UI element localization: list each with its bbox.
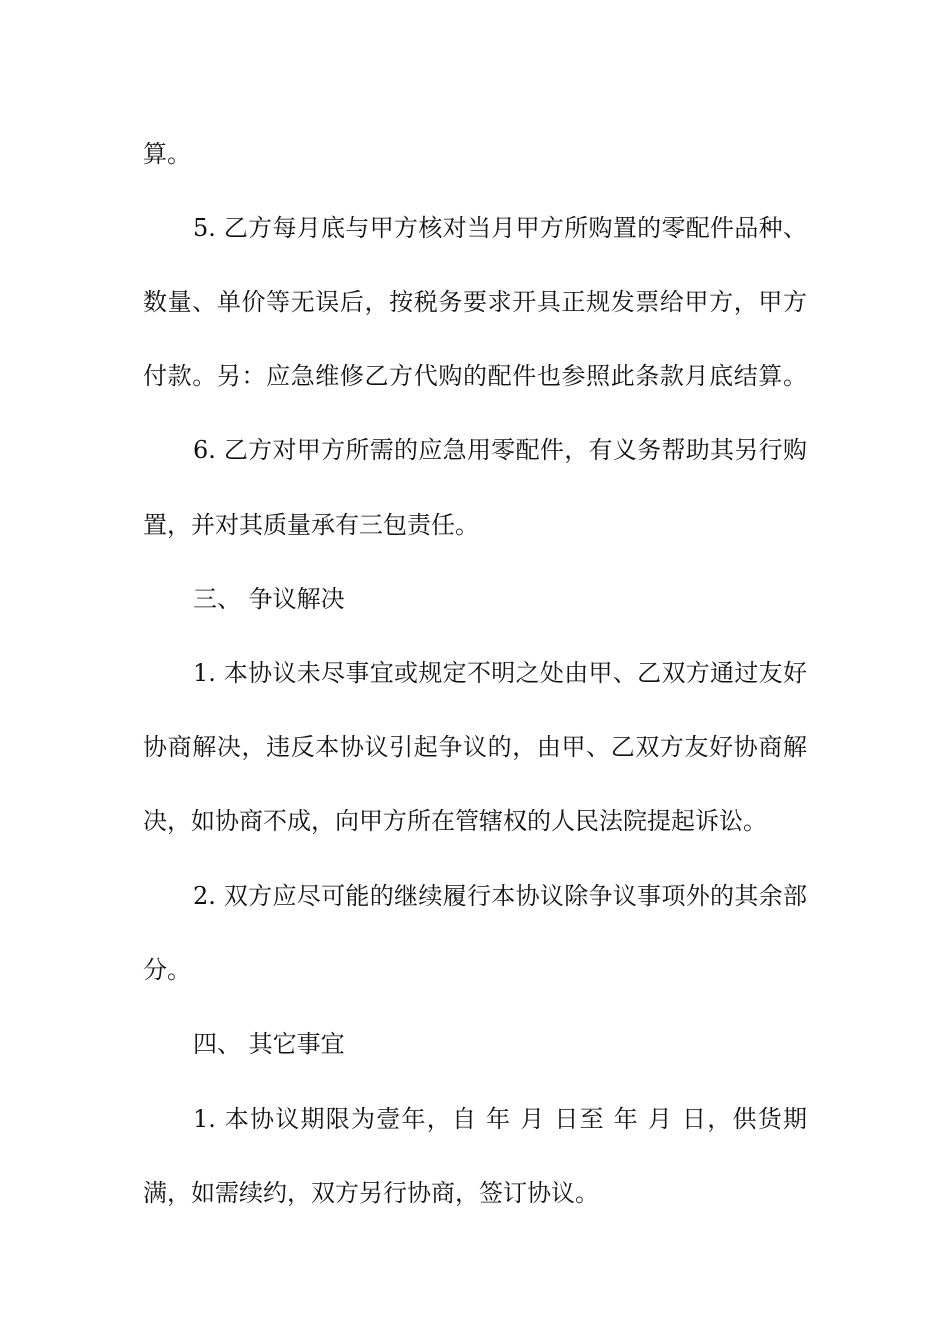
dispute-clause-1-line-1: 1. 本协议未尽事宜或规定不明之处由甲、乙双方通过友好 [193, 659, 807, 687]
dispute-clause-1-line-2: 协商解决，违反本协议引起争议的，由甲、乙双方友好协商解 [143, 733, 807, 761]
section-heading-dispute: 三、 争议解决 [193, 585, 345, 613]
section-heading-other: 四、 其它事宜 [193, 1030, 345, 1058]
dispute-clause-2-line-2: 分。 [143, 956, 191, 984]
other-clause-1-line-2: 满，如需续约，双方另行协商，签订协议。 [143, 1179, 599, 1207]
dispute-clause-1-line-3: 决，如协商不成，向甲方所在管辖权的人民法院提起诉讼。 [143, 807, 767, 835]
clause-5-line-3: 付款。另：应急维修乙方代购的配件也参照此条款月底结算。 [143, 362, 807, 390]
paragraph-line: 算。 [143, 140, 191, 168]
clause-6-line-2: 置，并对其质量承有三包责任。 [143, 511, 479, 539]
clause-5-line-2: 数量、单价等无误后，按税务要求开具正规发票给甲方，甲方 [143, 288, 807, 316]
clause-6-line-1: 6. 乙方对甲方所需的应急用零配件，有义务帮助其另行购 [193, 436, 807, 464]
clause-5-line-1: 5. 乙方每月底与甲方核对当月甲方所购置的零配件品种、 [193, 214, 807, 242]
other-clause-1-line-1: 1. 本协议期限为壹年，自 年 月 日至 年 月 日，供货期 [193, 1105, 807, 1133]
dispute-clause-2-line-1: 2. 双方应尽可能的继续履行本协议除争议事项外的其余部 [193, 882, 807, 910]
